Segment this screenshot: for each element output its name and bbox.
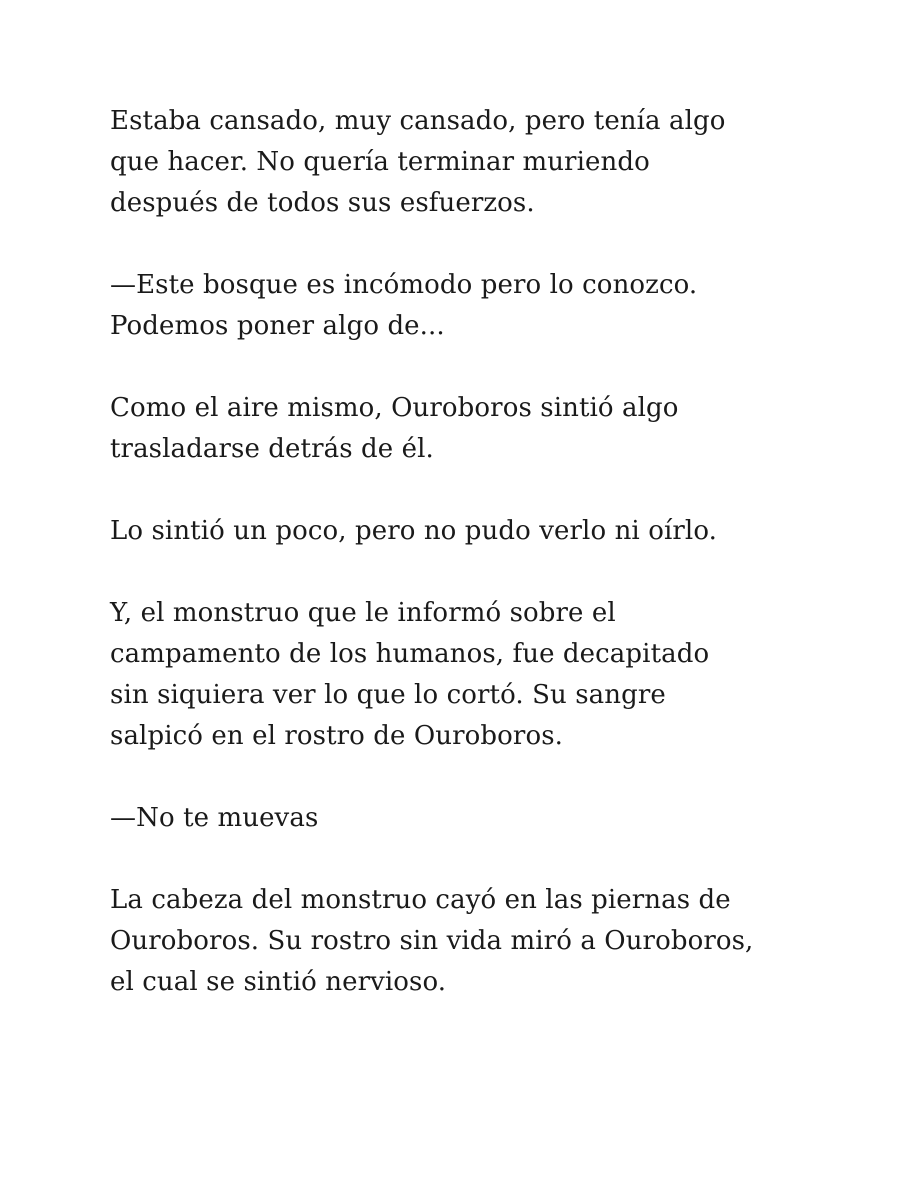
paragraph-2: —Este bosque es incómodo pero lo conozco. Podemos poner algo de...	[110, 270, 698, 341]
paragraph-5: Y, el monstruo que le informó sobre el campamento de los humanos, fue decapitado sin siquiera ver lo que lo cortó. Su sangre salpicó en el rostro de Ouroboros.	[110, 598, 710, 751]
paragraph-7: La cabeza del monstruo cayó en las piernas de Ouroboros. Su rostro sin vida miró a Ouroboros, el cual se sintió nervioso.	[110, 885, 754, 997]
paragraph-3: Como el aire mismo, Ouroboros sintió algo trasladarse detrás de él.	[110, 393, 679, 464]
paragraph-1: Estaba cansado, muy cansado, pero tenía algo que hacer. No quería terminar muriendo después de todos sus esfuerzos.	[110, 106, 726, 218]
paragraph-4: Lo sintió un poco, pero no pudo verlo ni oírlo.	[110, 516, 717, 546]
paragraph-6: —No te muevas	[110, 803, 319, 833]
story-text	[110, 101, 810, 1044]
